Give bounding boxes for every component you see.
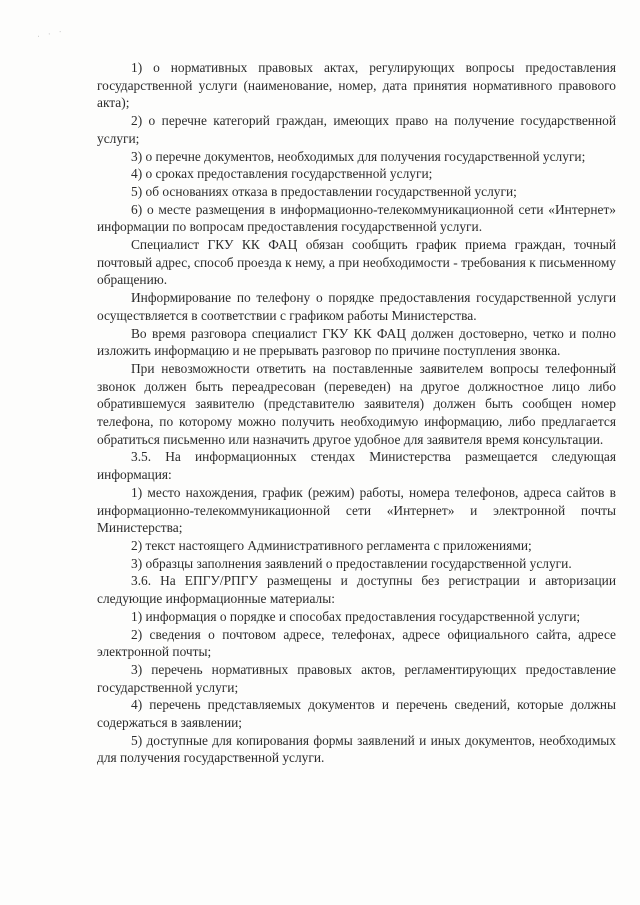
paragraph-2: 2) о перечне категорий граждан, имеющих право на получение государственной услуги; bbox=[97, 113, 616, 146]
paragraph-5: 5) об основаниях отказа в предоставлении государственной услуги; bbox=[131, 183, 517, 199]
paragraph-20: 5) доступные для копирования формы заявлений и иных документов, необходимых для получения государственной услуги. bbox=[97, 732, 616, 766]
paragraph-16: 1) информация о порядке и способах предоставления государственной услуги; bbox=[131, 608, 581, 624]
paragraph-6: 6) о месте размещения в информационно-телекоммуникационной сети «Интернет» информации по вопросам предоставления государственной услуги. bbox=[97, 201, 616, 235]
paragraph-9: Во время разговора специалист ГКУ КК ФАЦ должен достоверно, четко и полно изложить информацию и не прерывать разговор по причине поступления звонка. bbox=[97, 325, 616, 359]
paragraph-11: 3.5. На информационных стендах Министерства размещается следующая информация: bbox=[97, 449, 616, 483]
paragraph-15: 3.6. На ЕПГУ/РПГУ размещены и доступны без регистрации и авторизации следующие информационные материалы: bbox=[97, 573, 616, 607]
paragraph-18: 3) перечень нормативных правовых актов, регламентирующих предоставление государственной услуги; bbox=[97, 661, 616, 695]
paragraph-7: Специалист ГКУ КК ФАЦ обязан сообщить график приема граждан, точный почтовый адрес, способ проезда к нему, а при необходимости - требования к письменному обращению. bbox=[97, 237, 616, 288]
paragraph-10: При невозможности ответить на поставленные заявителем вопросы телефонный звонок должен быть переадресован (переведен) на другое должностное лицо либо обратившемуся заявителю (представителю заявителя) должен быть сообщен номер телефона, по которому можно получить необходимую информацию, либо предлагается обратиться письменно или назначить другое удобное для заявителя время консультации. bbox=[97, 360, 616, 447]
paragraph-17: 2) сведения о почтовом адресе, телефонах, адресе официального сайта, адресе электронной почты; bbox=[97, 626, 616, 660]
paragraph-4: 4) о сроках предоставления государственной услуги; bbox=[131, 166, 433, 182]
paragraph-3: 3) о перечне документов, необходимых для получения государственной услуги; bbox=[131, 148, 586, 164]
scan-artifact: · · · bbox=[36, 26, 66, 42]
paragraph-1: 1) о нормативных правовых актах, регулирующих вопросы предоставления государственной услуги (наименование, номер, дата принятия нормативного правового акта); bbox=[97, 60, 616, 111]
document-body bbox=[97, 59, 616, 767]
paragraph-19: 4) перечень представляемых документов и перечень сведений, которые должны содержаться в заявлении; bbox=[97, 697, 616, 731]
paragraph-8: Информирование по телефону о порядке предоставления государственной услуги осуществляется в соответствии с графиком работы Министерства. bbox=[97, 290, 616, 323]
paragraph-14: 3) образцы заполнения заявлений о предоставлении государственной услуги. bbox=[131, 555, 572, 571]
paragraph-12: 1) место нахождения, график (режим) работы, номера телефонов, адреса сайтов в информационно-телекоммуникационной сети «Интернет» и электронной почты Министерства; bbox=[97, 484, 616, 536]
paragraph-13: 2) текст настоящего Административного регламента с приложениями; bbox=[131, 537, 532, 553]
